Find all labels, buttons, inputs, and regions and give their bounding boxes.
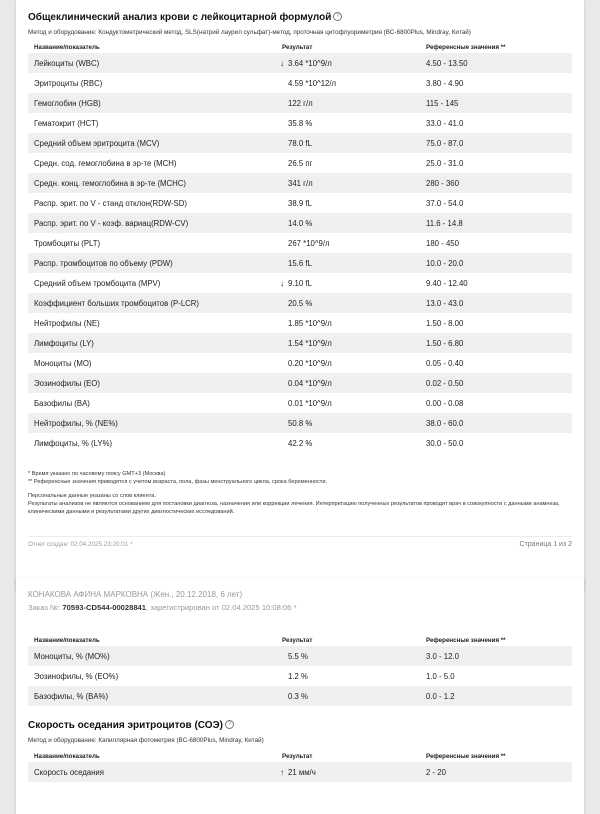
row-name: Коэффициент больших тромбоцитов (P-LCR) [28, 293, 276, 313]
row-result: 267 *10^9/л [288, 238, 330, 248]
cbc-method: Метод и оборудование: Кондуктометрический метод, SLS(натрий лаурил сульфат)-метод, проточная цитофлуориметрия (BC-6800Plus, Mindray, Китай) [28, 29, 471, 36]
row-reference: 38.0 - 60.0 [420, 413, 572, 433]
table-row [28, 253, 572, 273]
row-result: 3.64 *10^9/л [288, 58, 332, 68]
col-header-result: Результат [282, 637, 313, 644]
row-name: Тромбоциты (PLT) [34, 238, 101, 248]
row-reference: 37.0 - 54.0 [426, 198, 464, 208]
row-name: Распр. эрит. по V - коэф. вариац(RDW-CV) [28, 213, 276, 233]
cbc-title: Общеклинический анализ крови с лейкоцитарной формулой ? [28, 12, 342, 23]
row-result: 42.2 % [288, 438, 313, 448]
row-result-cell [276, 413, 420, 433]
row-result-cell [276, 233, 420, 253]
table-header [28, 751, 572, 762]
order-number: 70593-CD544-00028841 [62, 603, 147, 612]
row-name: Средний объем тромбоцита (MPV) [34, 278, 161, 288]
row-result: 38.9 fL [288, 198, 312, 208]
table-row [28, 666, 572, 686]
row-reference: 0.00 - 0.08 [426, 398, 464, 408]
row-result-cell [276, 353, 420, 373]
row-result-cell [276, 686, 420, 706]
row-result: 14.0 % [288, 218, 313, 228]
table-row [28, 213, 572, 233]
row-name: Базофилы, % (BA%) [28, 686, 276, 706]
table-row [28, 93, 572, 113]
row-reference: 1.50 - 8.00 [426, 318, 464, 328]
row-reference: 180 - 450 [426, 238, 459, 248]
table-row [28, 173, 572, 193]
table-row [28, 113, 572, 133]
row-result-cell [276, 93, 420, 113]
extra-results-table [28, 635, 572, 706]
esr-title: Скорость оседания эритроцитов (СОЭ) ? [28, 720, 234, 731]
row-reference: 4.50 - 13.50 [420, 53, 572, 73]
row-result-cell [276, 153, 420, 173]
row-result-cell [276, 133, 420, 153]
col-header-result: Результат [282, 44, 313, 51]
row-result-cell [276, 433, 420, 453]
row-name: Средний объем эритроцита (MCV) [28, 133, 276, 153]
footnote-timezone: * Время указано по часовому поясу GMT+3 (Москва) [28, 471, 166, 477]
row-reference: 11.6 - 14.8 [420, 213, 572, 233]
row-reference: 2 - 20 [420, 762, 572, 782]
footnote-reference: ** Референсные значения приводятся с учетом возраста, пола, фазы менструального цикла, срока беременности. [28, 479, 328, 485]
row-reference: 1.0 - 5.0 [426, 671, 455, 681]
row-result-cell [276, 193, 420, 213]
row-result-cell [276, 393, 420, 413]
row-result-cell [276, 666, 420, 686]
personal-data-note: Персональные данные указаны со слов клиента. [28, 493, 156, 499]
row-name: Эритроциты (RBC) [34, 78, 103, 88]
report-created: Отчет создан: 02.04.2025 23:20:01 * [28, 541, 133, 548]
info-icon[interactable]: ? [333, 12, 342, 21]
row-result-cell [276, 313, 420, 333]
row-result: 35.8 % [288, 118, 313, 128]
row-result: 5.5 % [288, 651, 308, 661]
row-reference: 25.0 - 31.0 [426, 158, 464, 168]
col-header-ref: Референсные значения ** [426, 753, 506, 760]
row-result: 50.8 % [288, 418, 313, 428]
page-number: Страница 1 из 2 [519, 541, 572, 548]
report-page-2 [16, 578, 584, 814]
col-header-name: Название/показатель [34, 637, 100, 644]
row-reference: 13.0 - 43.0 [420, 293, 572, 313]
row-result: 341 г/л [288, 178, 313, 188]
row-name: Средн. сод. гемоглобина в эр-те (MCH) [34, 158, 177, 168]
row-name: Гематокрит (HCT) [34, 118, 99, 128]
row-result: 0.01 *10^9/л [288, 398, 332, 408]
row-result-cell [276, 253, 420, 273]
row-result-cell [276, 113, 420, 133]
row-result-cell [276, 213, 420, 233]
row-reference: 33.0 - 41.0 [426, 118, 464, 128]
row-name: Нейтрофилы (NE) [34, 318, 100, 328]
info-icon[interactable]: ? [225, 720, 234, 729]
footnotes [28, 470, 572, 516]
row-result: 20.5 % [288, 298, 313, 308]
table-row [28, 293, 572, 313]
esr-results-table [28, 751, 572, 782]
table-row [28, 433, 572, 453]
col-header-ref: Референсные значения ** [426, 637, 506, 644]
row-name: Эозинофилы (EO) [28, 373, 276, 393]
row-reference: 30.0 - 50.0 [426, 438, 464, 448]
row-result: 9.10 fL [288, 278, 312, 288]
row-result-cell [276, 373, 420, 393]
row-name: Моноциты (MO) [34, 358, 92, 368]
table-row [28, 333, 572, 353]
esr-method: Метод и оборудование: Капиллярная фотометрия (BC-6800Plus, Mindray, Китай) [28, 737, 264, 744]
row-reference: 1.50 - 6.80 [420, 333, 572, 353]
row-result: 0.04 *10^9/л [288, 378, 332, 388]
row-result-cell [276, 173, 420, 193]
row-reference: 75.0 - 87.0 [420, 133, 572, 153]
order-info: Заказ №: 70593-CD544-00028841, зарегистрирован от 02.04.2025 10:08:06 * [28, 603, 297, 612]
report-page-1 [16, 0, 584, 590]
row-result: 1.85 *10^9/л [288, 318, 332, 328]
row-result: 21 мм/ч [288, 767, 316, 777]
row-name: Скорость оседания [28, 762, 276, 782]
table-row [28, 762, 572, 782]
row-name: Распр. эрит. по V - станд отклон(RDW-SD) [34, 198, 187, 208]
row-result: 1.54 *10^9/л [288, 338, 332, 348]
table-row [28, 313, 572, 333]
row-name: Лимфоциты, % (LY%) [34, 438, 113, 448]
table-row [28, 373, 572, 393]
row-name: Моноциты, % (MO%) [28, 646, 276, 666]
row-reference: 0.05 - 0.40 [426, 358, 464, 368]
row-reference: 0.0 - 1.2 [420, 686, 572, 706]
row-result: 26.5 пг [288, 158, 313, 168]
col-header-ref: Референсные значения ** [426, 44, 506, 51]
row-result: 15.6 fL [288, 258, 312, 268]
col-header-result: Результат [282, 753, 313, 760]
row-result-cell [276, 646, 420, 666]
table-row [28, 686, 572, 706]
row-result-cell [276, 762, 420, 782]
row-name: Лимфоциты (LY) [28, 333, 276, 353]
row-result-cell [276, 73, 420, 93]
col-header-name: Название/показатель [34, 753, 100, 760]
row-result-cell [276, 53, 420, 73]
row-name: Гемоглобин (HGB) [28, 93, 276, 113]
table-row [28, 413, 572, 433]
table-row [28, 353, 572, 373]
table-row [28, 193, 572, 213]
table-row [28, 53, 572, 73]
table-row [28, 273, 572, 293]
table-row [28, 646, 572, 666]
row-result: 0.20 *10^9/л [288, 358, 332, 368]
row-result: 0.3 % [288, 691, 308, 701]
col-header-name: Название/показатель [34, 44, 100, 51]
cbc-results-table [28, 42, 572, 453]
row-name: Лейкоциты (WBC) [28, 53, 276, 73]
row-result: 1.2 % [288, 671, 308, 681]
table-row [28, 393, 572, 413]
table-row [28, 73, 572, 93]
table-header [28, 635, 572, 646]
row-name: Средн. конц. гемоглобина в эр-те (MCHC) [28, 173, 276, 193]
row-result-cell [276, 333, 420, 353]
page-footer [28, 536, 572, 548]
row-reference: 115 - 145 [420, 93, 572, 113]
patient-info: КОНАКОВА АФИНА МАРКОВНА (Жен., 20.12.2018, 6 лет) [28, 590, 243, 599]
row-result-cell [276, 293, 420, 313]
row-reference: 3.80 - 4.90 [426, 78, 464, 88]
row-reference: 3.0 - 12.0 [420, 646, 572, 666]
row-reference: 9.40 - 12.40 [426, 278, 468, 288]
row-reference: 0.02 - 0.50 [420, 373, 572, 393]
row-name: Нейтрофилы, % (NE%) [28, 413, 276, 433]
row-name: Эозинофилы, % (EO%) [34, 671, 119, 681]
row-reference: 10.0 - 20.0 [420, 253, 572, 273]
table-row [28, 233, 572, 253]
row-name: Базофилы (BA) [34, 398, 90, 408]
table-header [28, 42, 572, 53]
table-row [28, 153, 572, 173]
row-result: 78.0 fL [288, 138, 312, 148]
row-result-cell [276, 273, 420, 293]
row-result: 4.59 *10^12/л [288, 78, 337, 88]
arrow-down-icon: ↓ [280, 278, 284, 288]
arrow-down-icon: ↓ [280, 58, 284, 68]
row-result: 122 г/л [288, 98, 313, 108]
disclaimer: Результаты анализов не являются основанием для постановки диагноза, назначения или коррекции лечения. Интерпретацию полученных результатов проводит врач в совокупности с данными анамнеза, клиническими данными и результатами других диагностических исследований. [28, 501, 560, 515]
row-reference: 280 - 360 [420, 173, 572, 193]
row-name: Распр. тромбоцитов по объему (PDW) [28, 253, 276, 273]
arrow-up-icon: ↑ [280, 767, 284, 777]
table-row [28, 133, 572, 153]
